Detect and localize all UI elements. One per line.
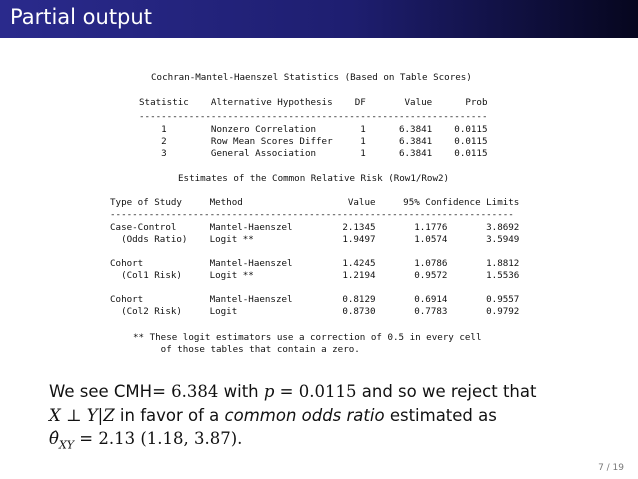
summary-line-1: We see CMH= 6.384 with p = 0.0115 and so we reject that xyxy=(49,382,537,401)
cmh-row: 1 Nonzero Correlation 1 6.3841 0.0115 xyxy=(139,124,488,135)
title-bar xyxy=(0,0,638,38)
summary-text xyxy=(49,380,536,457)
slide-title: Partial output xyxy=(10,5,152,29)
cmh-rule: --------------------------------------------------------------- xyxy=(139,111,488,122)
cmh-header: Statistic Alternative Hypothesis DF Value Prob xyxy=(139,97,488,108)
rr-title: Estimates of the Common Relative Risk (Row1/Row2) xyxy=(178,173,450,184)
rr-footnote: of those tables that contain a zero. xyxy=(133,344,360,355)
rr-row: (Col1 Risk) Logit ** 1.2194 0.9572 1.5536 xyxy=(110,270,520,281)
rr-row: Cohort Mantel-Haenszel 1.4245 1.0786 1.8812 xyxy=(110,258,520,269)
cmh-title: Cochran-Mantel-Haenszel Statistics (Based on Table Scores) xyxy=(151,72,472,83)
rr-footnote: ** These logit estimators use a correction of 0.5 in every cell xyxy=(133,332,482,343)
rr-row: (Col2 Risk) Logit 0.8730 0.7783 0.9792 xyxy=(110,306,520,317)
rr-header: Type of Study Method Value 95% Confidence Limits xyxy=(110,197,520,208)
summary-line-2: X ⊥ Y|Z in favor of a common odds ratio estimated as xyxy=(49,405,497,425)
rr-row: (Odds Ratio) Logit ** 1.9497 1.0574 3.5949 xyxy=(110,234,520,245)
cmh-row: 2 Row Mean Scores Differ 1 6.3841 0.0115 xyxy=(139,136,488,147)
rr-rule: ------------------------------------------------------------------------- xyxy=(110,209,514,220)
summary-line-3: $\thetâ_{XY} = 2.13$ (1.18, 3.87). xyxy=(49,429,243,452)
rr-row: Cohort Mantel-Haenszel 0.8129 0.6914 0.9557 xyxy=(110,294,520,305)
rr-row: Case-Control Mantel-Haenszel 2.1345 1.1776 3.8692 xyxy=(110,222,520,233)
cmh-row: 3 General Association 1 6.3841 0.0115 xyxy=(139,148,488,159)
page-number: 7 / 19 xyxy=(598,463,624,473)
